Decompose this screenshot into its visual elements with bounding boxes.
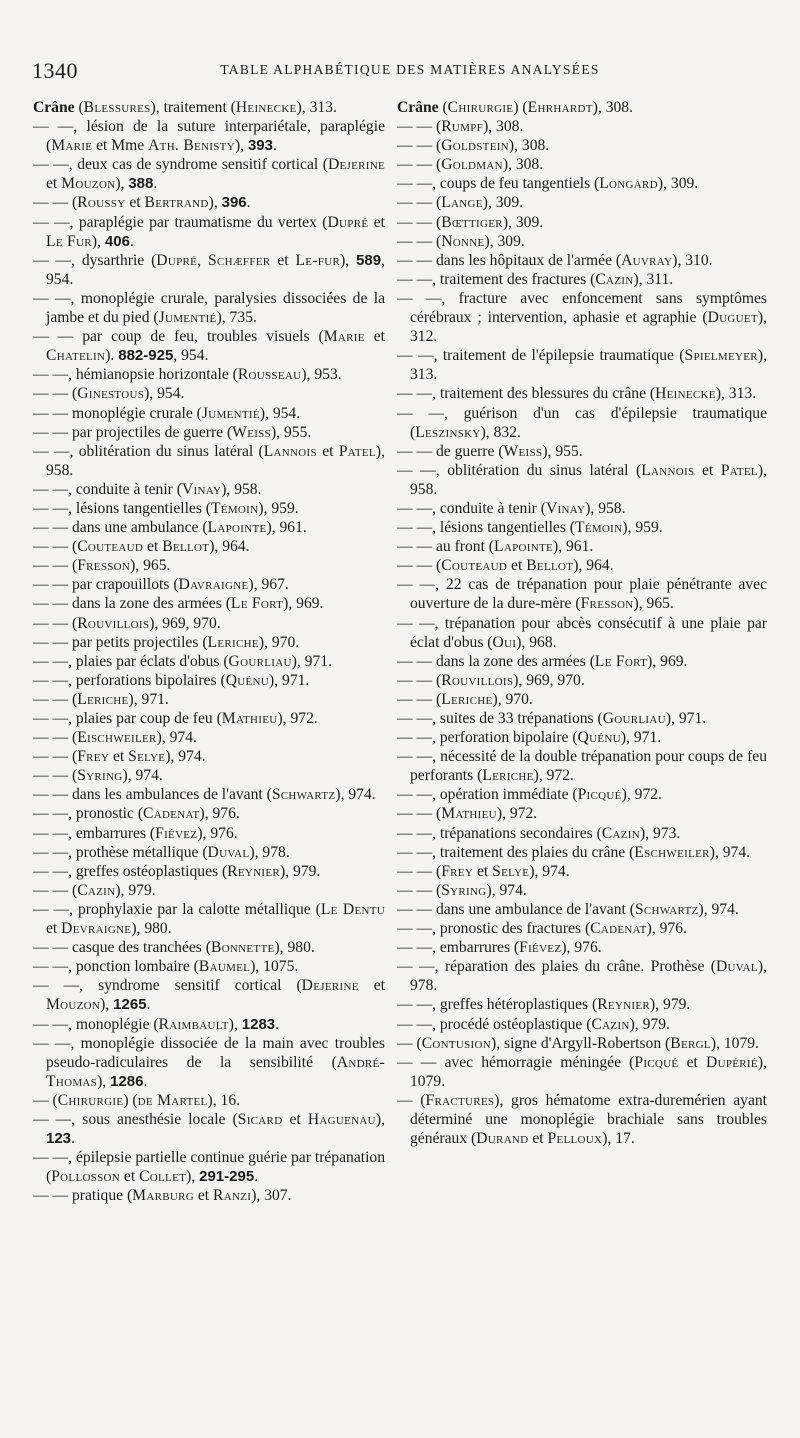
index-entry: — —, prothèse métallique (Duval), 978.	[33, 843, 290, 861]
index-entry: — —, plaies par éclats d'obus (Gourliau), 971.	[33, 652, 332, 670]
index-entry: — —, oblitération du sinus latéral (Lannois et Patel), 958.	[33, 442, 385, 479]
index-entry: — — dans les hôpitaux de l'armée (Auvray), 310.	[397, 251, 713, 269]
index-entry: — —, hémianopsie horizontale (Rousseau), 953.	[33, 366, 342, 384]
index-entry: — —, fracture avec enfoncement sans symptômes cérébraux ; intervention, aphasie et agraphie (Duguet), 312.	[397, 289, 767, 346]
index-entry: — —, deux cas de syndrome sensitif cortical (Dejerine et Mouzon), 388.	[33, 156, 385, 193]
index-entry: — —, procédé ostéoplastique (Cazin), 979.	[397, 1015, 670, 1033]
index-entry: — — (Bœttiger), 309.	[397, 213, 544, 231]
index-entry: — — (Roussy et Bertrand), 396.	[33, 194, 251, 212]
index-entry: — — pratique (Marburg et Ranzi), 307.	[33, 1187, 292, 1205]
index-entry: — —, monoplégie dissociée de la main avec troubles pseudo-radiculaires de la sensibilité (André-Thomas), 1286.	[33, 1034, 385, 1090]
index-entry: — (Chirurgie) (de Martel), 16.	[33, 1091, 241, 1109]
index-entry: — —, réparation des plaies du crâne. Prothèse (Duval), 978.	[397, 958, 767, 995]
index-entry: — — (Leriche), 970.	[397, 690, 533, 708]
index-entry: — — dans une ambulance de l'avant (Schwartz), 974.	[397, 900, 739, 918]
index-entry: — —, perforation bipolaire (Quénu), 971.	[397, 729, 662, 747]
index-entry: — — (Fresson), 965.	[33, 557, 171, 575]
index-entry: — — (Goldstein), 308.	[397, 137, 550, 155]
index-entry: — — par petits projectiles (Leriche), 970.	[33, 633, 300, 651]
index-entry: — —, conduite à tenir (Vinay), 958.	[33, 480, 262, 498]
index-column-right	[397, 98, 767, 1148]
index-entry: — — (Rouvillois), 969, 970.	[33, 614, 221, 632]
index-entry: — —, traitement de l'épilepsie traumatique (Spielmeyer), 313.	[397, 347, 767, 384]
index-entry: — —, embarrures (Fiévez), 976.	[33, 824, 238, 842]
index-entry: — —, pronostic (Cadenat), 976.	[33, 805, 240, 823]
index-entry: — —, monoplégie (Raimbault), 1283.	[33, 1015, 280, 1033]
index-column-left	[33, 98, 385, 1205]
index-entry: — — (Goldman), 308.	[397, 156, 544, 174]
index-entry: — —, lésions tangentielles (Témoin), 959.	[33, 499, 299, 517]
index-entry: — —, pronostic des fractures (Cadenat), 976.	[397, 920, 687, 938]
index-entry: — — (Mathieu), 972.	[397, 805, 538, 823]
index-entry: — — (Rumpf), 308.	[397, 118, 524, 136]
index-entry: — —, monoplégie crurale, paralysies dissociées de la jambe et du pied (Jumentié), 735.	[33, 289, 385, 327]
index-entry: — —, coups de feu tangentiels (Longard), 309.	[397, 175, 699, 193]
index-entry: — — casque des tranchées (Bonnette), 980.	[33, 939, 315, 957]
index-entry: — —, guérison d'un cas d'épilepsie traumatique (Leszinsky), 832.	[397, 404, 767, 441]
index-entry: — —, trépanation pour abcès consécutif à une plaie par éclat d'obus (Oui), 968.	[397, 614, 767, 651]
index-entry: — — (Frey et Selye), 974.	[33, 748, 206, 766]
index-entry: — — (Cazin), 979.	[33, 881, 156, 899]
index-entry: — — dans la zone des armées (Le Fort), 969.	[33, 595, 324, 613]
index-entry: — — au front (Lapointe), 961.	[397, 538, 594, 556]
index-entry: — —, trépanations secondaires (Cazin), 973.	[397, 824, 681, 842]
page-number: 1340	[32, 58, 78, 83]
index-entry: — — par crapouillots (Davraigne), 967.	[33, 576, 289, 594]
index-entry: — — dans la zone des armées (Le Fort), 969.	[397, 652, 688, 670]
index-entry: — —, oblitération du sinus latéral (Lannois et Patel), 958.	[397, 461, 767, 498]
index-entry: — — (Eischweiler), 974.	[33, 729, 197, 747]
index-entry: — —, sous anesthésie locale (Sicard et Haguenau), 123.	[33, 1110, 385, 1148]
index-entry: — — (Ginestous), 954.	[33, 385, 185, 403]
index-entry: — —, greffes hétéroplastiques (Reynier), 979.	[397, 996, 691, 1014]
index-entry: — —, greffes ostéoplastiques (Reynier), 979.	[33, 862, 321, 880]
running-title: TABLE ALPHABÉTIQUE DES MATIÈRES ANALYSÉES	[220, 62, 600, 77]
index-entry: — —, lésions tangentielles (Témoin), 959.	[397, 519, 663, 537]
index-entry: — — avec hémorragie méningée (Picqué et Dupérié), 1079.	[397, 1053, 767, 1090]
index-entry: — —, traitement des blessures du crâne (Heinecke), 313.	[397, 385, 757, 403]
index-entry: — — (Lange), 309.	[397, 194, 524, 212]
index-entry: — — dans les ambulances de l'avant (Schwartz), 974.	[33, 786, 376, 804]
index-entry: — —, traitement des fractures (Cazin), 311.	[397, 270, 674, 288]
index-entry: — (Contusion), signe d'Argyll-Robertson (Bergl), 1079.	[397, 1034, 759, 1052]
index-entry: — —, dysarthrie (Dupré, Schæffer et Le-fur), 589, 954.	[33, 251, 386, 288]
index-entry: — —, syndrome sensitif cortical (Dejerine et Mouzon), 1265.	[33, 977, 385, 1014]
index-entry: — — par coup de feu, troubles visuels (Marie et Chatelin). 882-925, 954.	[33, 328, 386, 365]
index-entry: — —, nécessité de la double trépanation pour coups de feu perforants (Leriche), 972.	[397, 748, 767, 785]
index-entry: — —, conduite à tenir (Vinay), 958.	[397, 499, 626, 517]
index-entry: — — par projectiles de guerre (Weiss), 955.	[33, 423, 312, 441]
index-entry: — —, 22 cas de trépanation pour plaie pénétrante avec ouverture de la dure-mère (Fresson), 965.	[397, 576, 767, 613]
index-entry: — —, prophylaxie par la calotte métallique (Le Dentu et Devraigne), 980.	[33, 900, 385, 938]
index-entry: — (Fractures), gros hématome extra-duremérien ayant déterminé une monoplégie brachiale sans troubles généraux (Durand et Pelloux), 17.	[397, 1091, 768, 1148]
index-entry: — —, opération immédiate (Picqué), 972.	[397, 786, 662, 804]
index-entry: — —, traitement des plaies du crâne (Eschweiler), 974.	[397, 843, 751, 861]
index-entry: Crâne (Chirurgie) (Ehrhardt), 308.	[397, 99, 633, 116]
index-entry: — —, paraplégie par traumatisme du vertex (Dupré et Le Fur), 406.	[33, 213, 385, 250]
index-entry: — — dans une ambulance (Lapointe), 961.	[33, 519, 307, 537]
index-entry: — —, embarrures (Fiévez), 976.	[397, 939, 602, 957]
index-entry: — — de guerre (Weiss), 955.	[397, 442, 583, 460]
index-entry: — —, perforations bipolaires (Quénu), 971.	[33, 671, 310, 689]
index-entry: — — (Leriche), 971.	[33, 690, 169, 708]
index-entry: — — (Nonne), 309.	[397, 232, 525, 250]
index-entry: — — (Couteaud et Bellot), 964.	[397, 557, 614, 575]
index-entry: — — (Couteaud et Bellot), 964.	[33, 538, 250, 556]
index-entry: — — monoplégie crurale (Jumentié), 954.	[33, 404, 301, 422]
index-entry: — — (Rouvillois), 969, 970.	[397, 671, 585, 689]
index-entry: — — (Frey et Selye), 974.	[397, 862, 570, 880]
index-entry: Crâne (Blessures), traitement (Heinecke), 313.	[33, 99, 337, 116]
index-entry: — —, lésion de la suture interpariétale, paraplégie (Marie et Mme Ath. Benisty), 393.	[33, 118, 385, 155]
index-entry: — —, suites de 33 trépanations (Gourliau), 971.	[397, 710, 707, 727]
index-entry: — —, ponction lombaire (Baumel), 1075.	[33, 958, 299, 976]
index-entry: — —, épilepsie partielle continue guérie par trépanation (Pollosson et Collet), 291-295.	[33, 1149, 385, 1186]
index-entry: — —, plaies par coup de feu (Mathieu), 972.	[33, 710, 318, 727]
index-entry: — — (Syring), 974.	[33, 767, 163, 785]
index-entry: — — (Syring), 974.	[397, 881, 527, 899]
